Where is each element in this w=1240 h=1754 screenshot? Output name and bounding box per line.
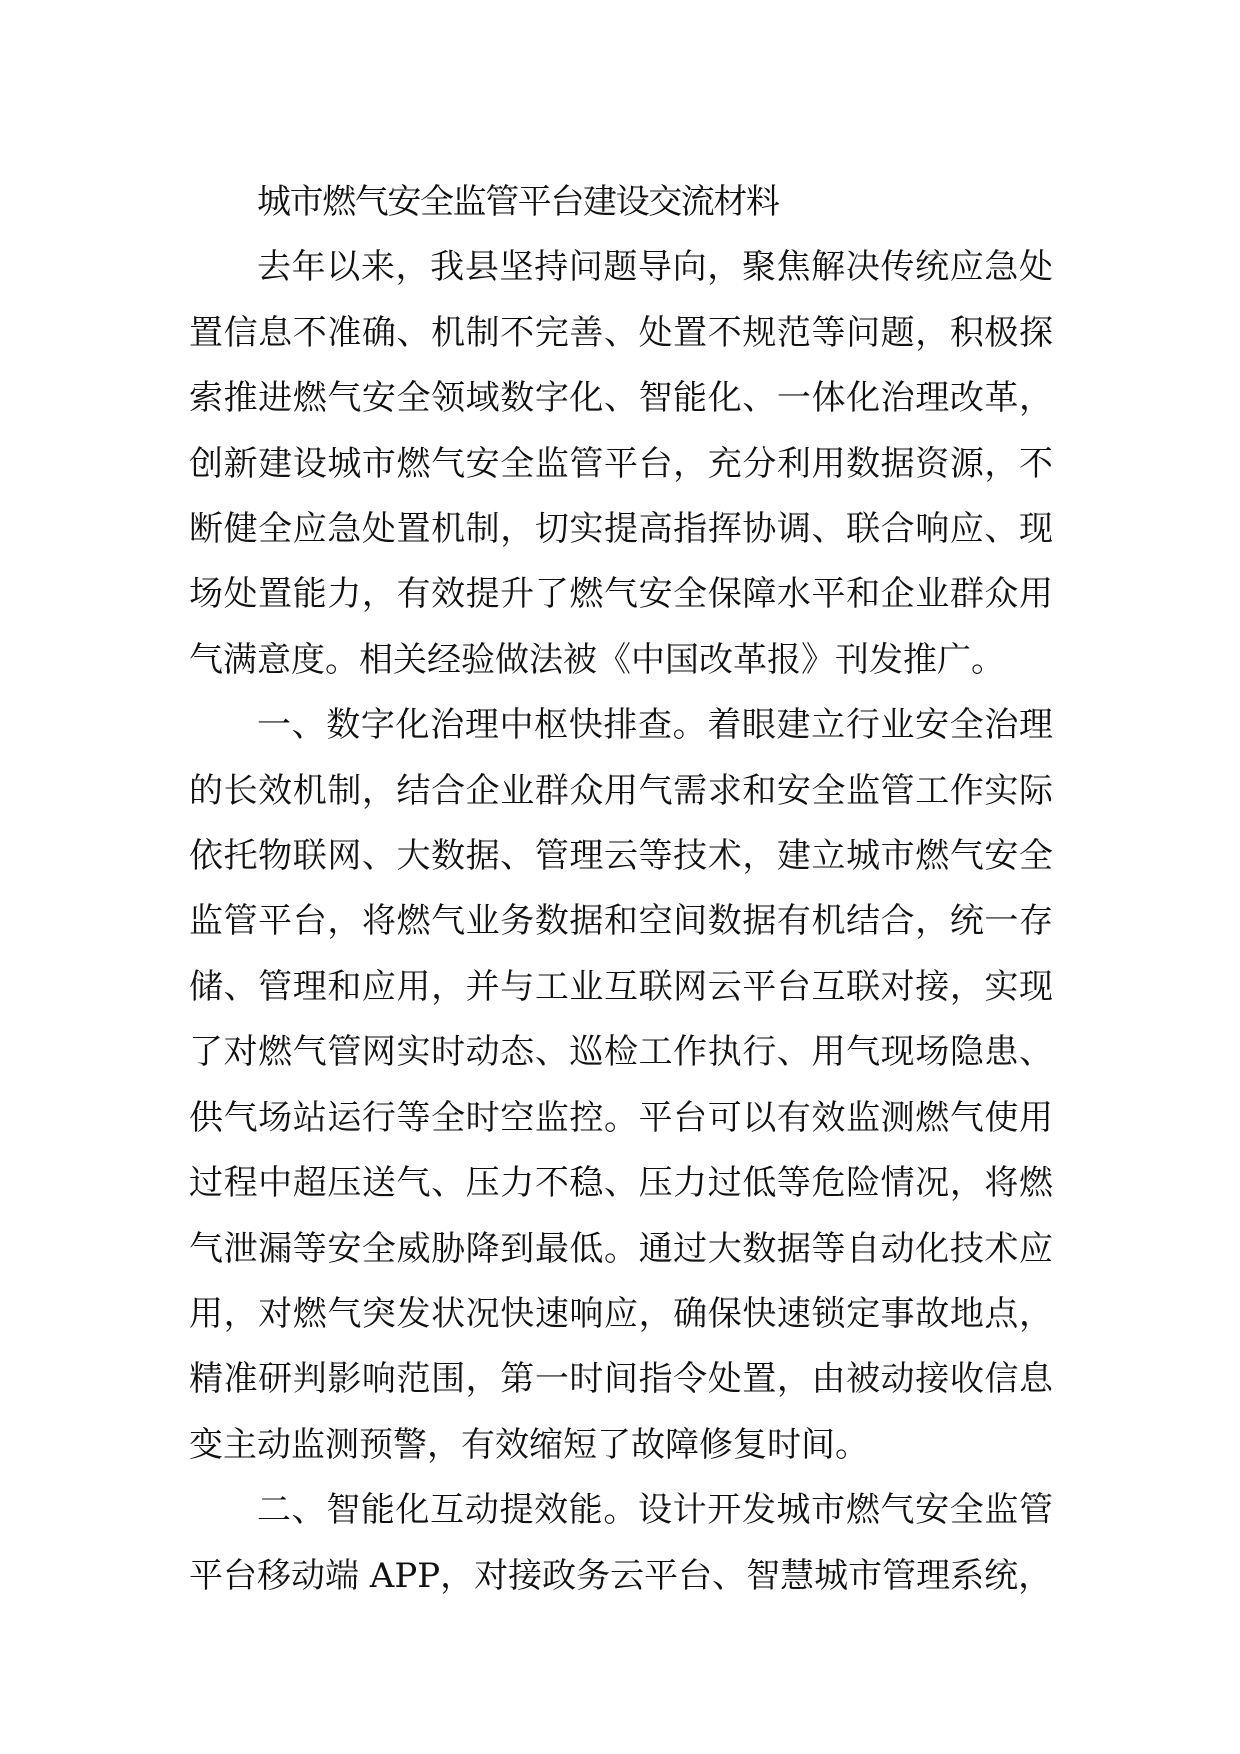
paragraph-section-one: 一、数字化治理中枢快排查。着眼建立行业安全治理的长效机制，结合企业群众用气需求和安全监管工作实际依托物联网、大数据、管理云等技术，建立城市燃气安全监管平台，将燃气业务数据和空间数据有机结合，统一存储、管理和应用，并与工业互联网云平台互联对接，实现了对燃气管网实时动态、巡检工作执行、用气现场隐患、供气场站运行等全时空监控。平台可以有效监测燃气使用过程中超压送气、压力不稳、压力过低等危险情况，将燃气泄漏等安全威胁降到最低。通过大数据等自动化技术应用，对燃气突发状况快速响应，确保快速锁定事故地点，精准研判影响范围，第一时间指令处置，由被动接收信息变主动监测预警，有效缩短了故障修复时间。 — [189, 705, 1053, 1465]
paragraph-section-two: 二、智能化互动提效能。设计开发城市燃气安全监管平台移动端 APP，对接政务云平台、智慧城市管理系统， — [189, 1490, 1053, 1596]
document-body — [189, 170, 1053, 1609]
document-title: 城市燃气安全监管平台建设交流材料 — [257, 182, 779, 222]
paragraph-intro: 去年以来，我县坚持问题导向，聚焦解决传统应急处置信息不准确、机制不完善、处置不规范等问题，积极探索推进燃气安全领域数字化、智能化、一体化治理改革，创新建设城市燃气安全监管平台，充分利用数据资源，不断健全应急处置机制，切实提高指挥协调、联合响应、现场处置能力，有效提升了燃气安全保障水平和企业群众用气满意度。相关经验做法被《中国改革报》刊发推广。 — [189, 247, 1053, 680]
